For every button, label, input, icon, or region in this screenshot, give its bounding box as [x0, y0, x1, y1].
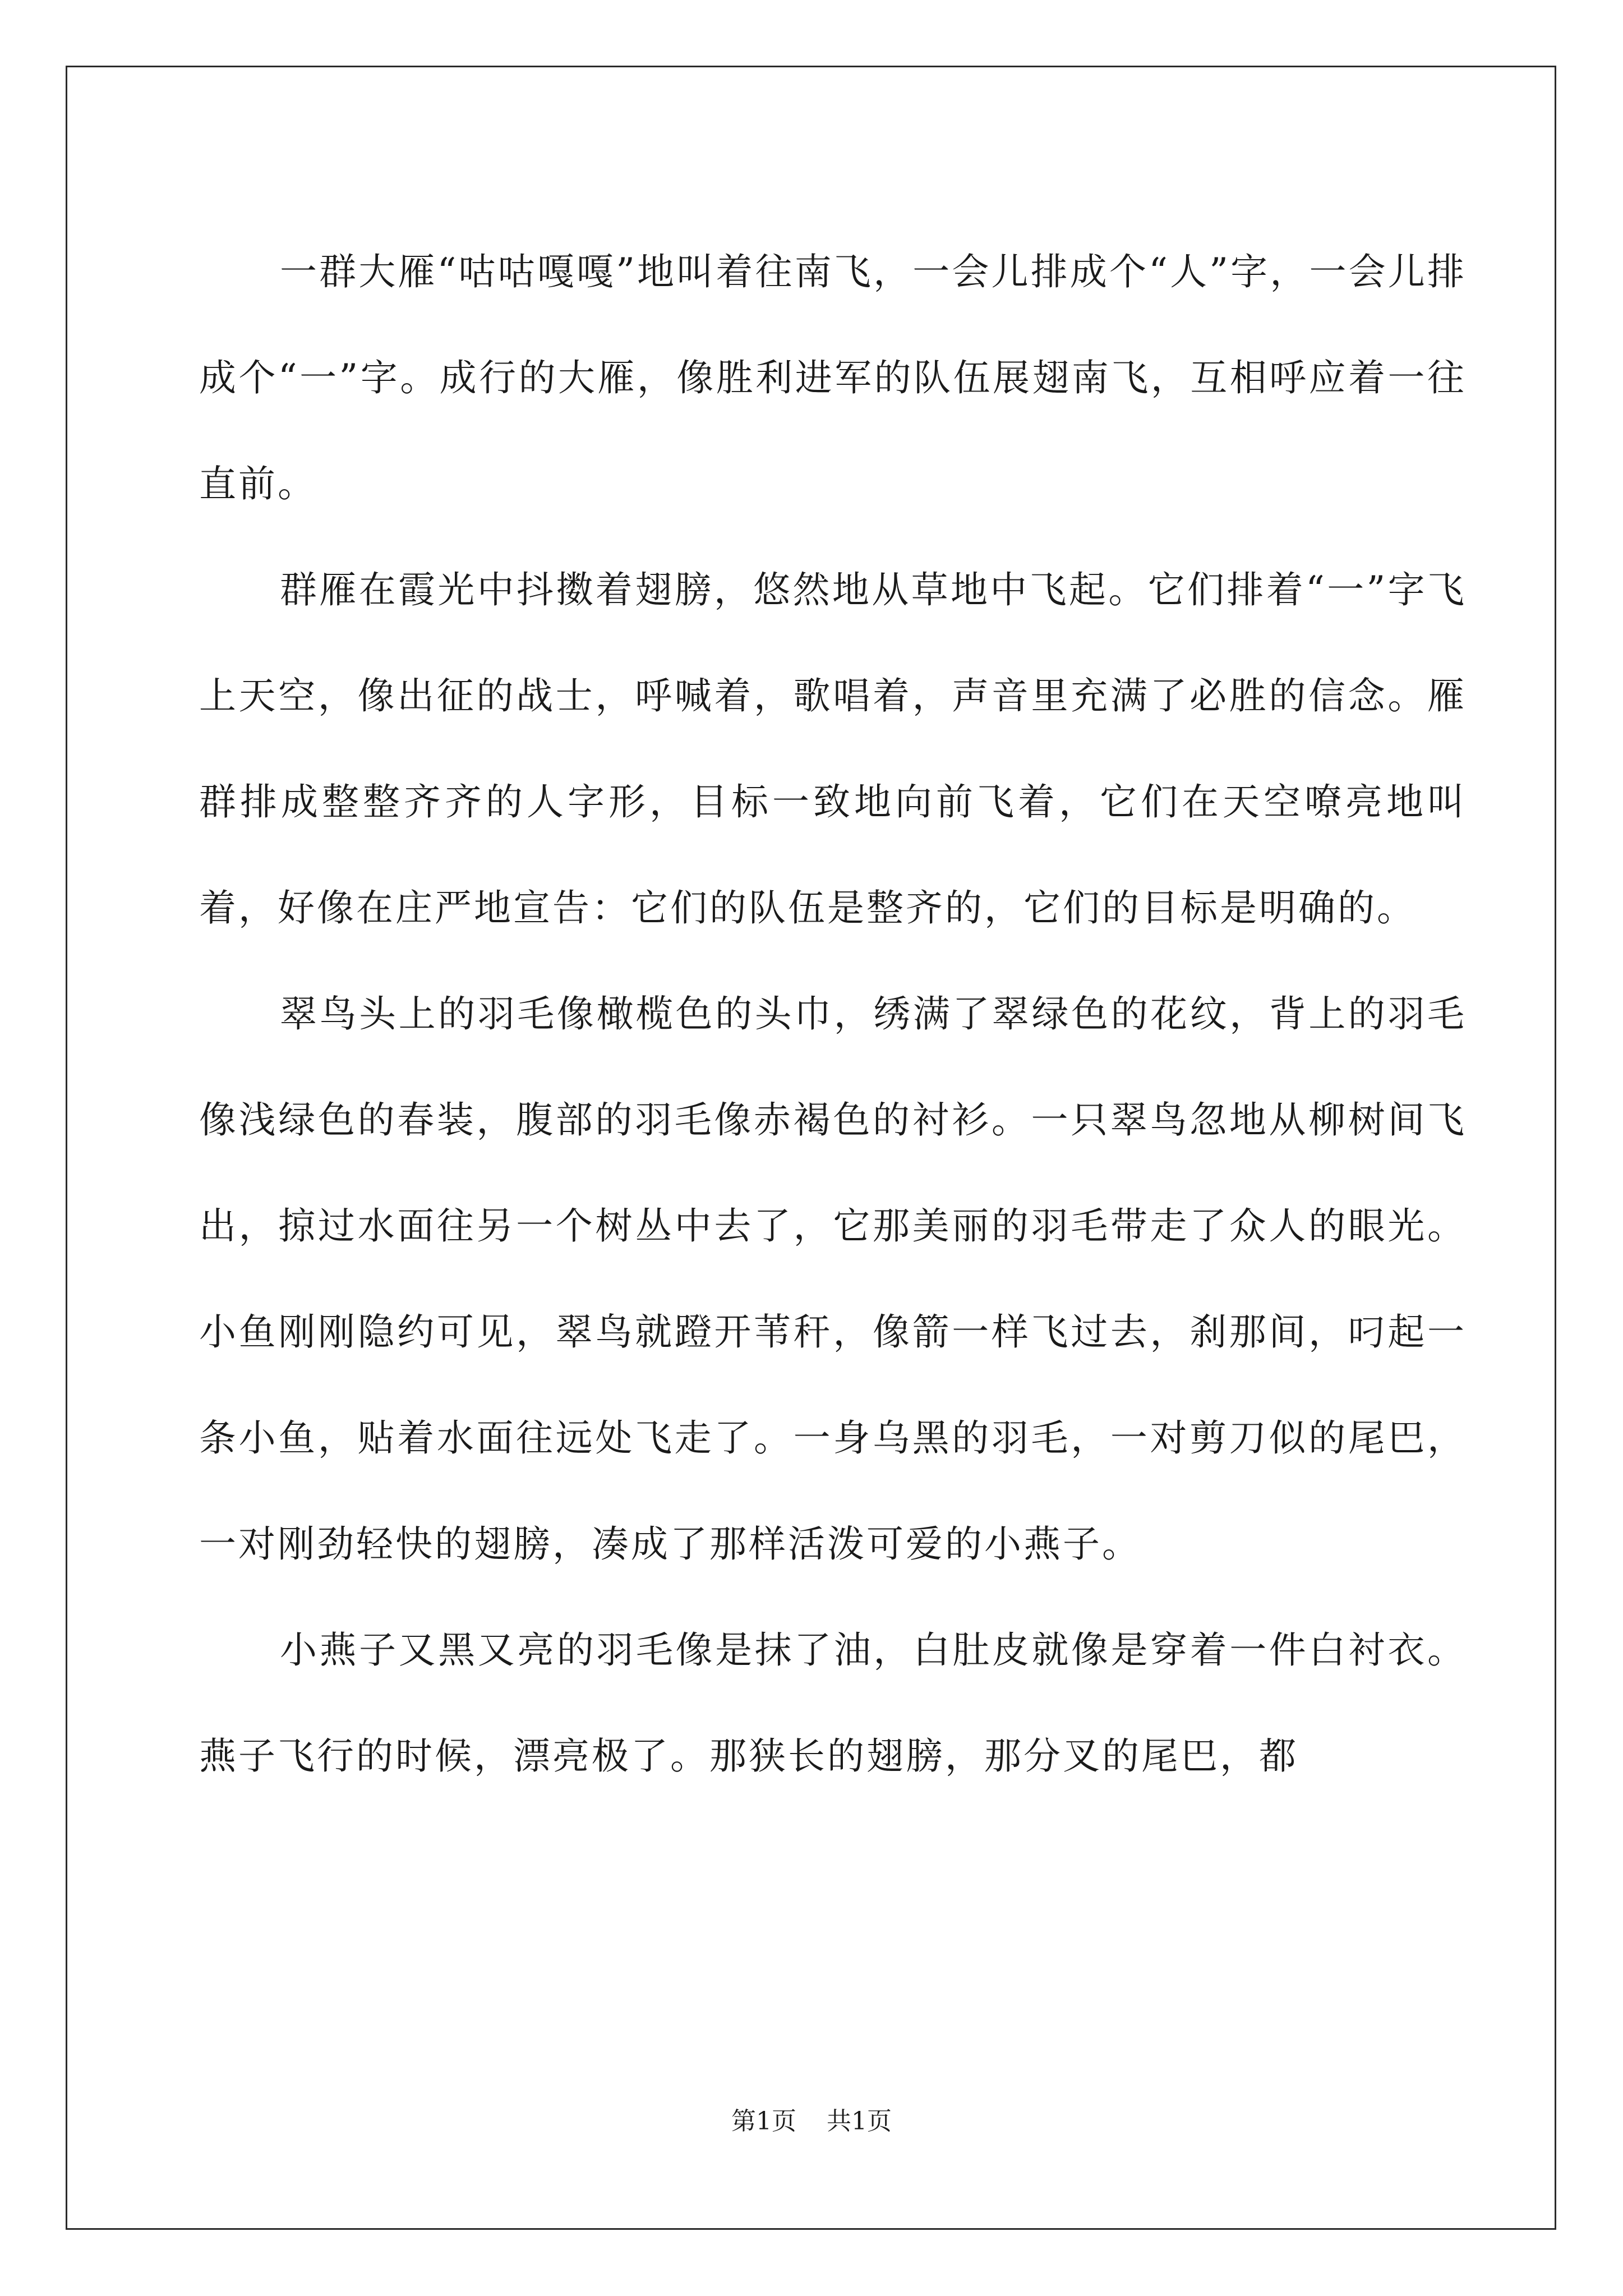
paragraph-1: 一群大雁“咕咕嘎嘎”地叫着往南飞，一会儿排成个“人”字，一会儿排成个“一”字。成行的大雁，像胜利进军的队伍展翅南飞，互相呼应着一往直前。	[199, 250, 1467, 505]
document-body	[199, 219, 1467, 1809]
paragraph-2: 群雁在霞光中抖擞着翅膀，悠然地从草地中飞起。它们排着“一”字飞上天空，像出征的战士，呼喊着，歌唱着，声音里充满了必胜的信念。雁群排成整整齐齐的人字形，目标一致地向前飞着，它们在天空嘹亮地叫着，好像在庄严地宣告：它们的队伍是整齐的，它们的目标是明确的。	[199, 568, 1467, 930]
page-number: 第1页	[731, 2107, 796, 2136]
page-total: 共1页	[827, 2107, 892, 2136]
paragraph-4: 小燕子又黑又亮的羽毛像是抹了油，白肚皮就像是穿着一件白衬衣。燕子飞行的时候，漂亮极了。那狭长的翅膀，那分叉的尾巴，都	[199, 1628, 1467, 1778]
page-footer	[0, 2101, 1623, 2137]
paragraph-3: 翠鸟头上的羽毛像橄榄色的头巾，绣满了翠绿色的花纹，背上的羽毛像浅绿色的春装，腹部的羽毛像赤褐色的衬衫。一只翠鸟忽地从柳树间飞出，掠过水面往另一个树丛中去了，它那美丽的羽毛带走了众人的眼光。小鱼刚刚隐约可见，翠鸟就蹬开苇秆，像箭一样飞过去，刹那间，叼起一条小鱼，贴着水面往远处飞走了。一身乌黑的羽毛，一对剪刀似的尾巴，一对刚劲轻快的翅膀，凑成了那样活泼可爱的小燕子。	[199, 992, 1467, 1566]
